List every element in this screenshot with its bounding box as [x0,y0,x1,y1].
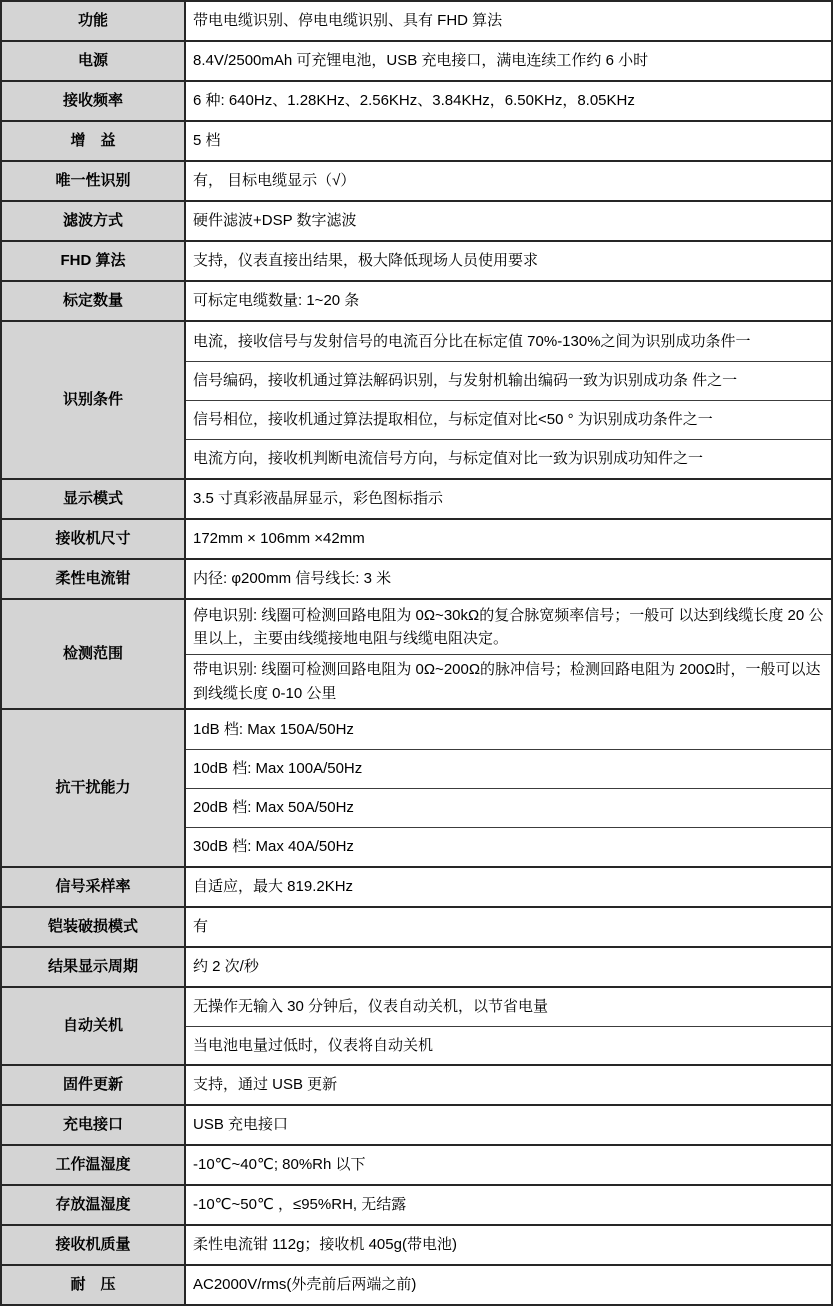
spec-value-armor-damage-mode: 有 [193,918,209,936]
spec-label-display-mode: 显示模式 [2,480,186,518]
spec-label-receiver-size: 接收机尺寸 [2,520,186,558]
spec-label-signal-sampling-rate: 信号采样率 [2,868,186,906]
spec-value-detection-range-power-off: 停电识别: 线圈可检测回路电阻为 0Ω~30kΩ的复合脉宽频率信号；一般可 以达到线缆长度 20 公里以上，主要由线缆接地电阻与线缆电阻决定。 [193,606,824,647]
spec-value-working-temp-humidity: -10℃~40℃; 80%Rh 以下 [193,1156,366,1174]
spec-value-detection-range-live: 带电识别: 线圈可检测回路电阻为 0Ω~200Ω的脉冲信号；检测回路电阻为 200Ω时，一般可以达到线缆长度 0-10 公里 [186,654,831,708]
spec-label-filtering-method: 滤波方式 [2,202,186,240]
spec-value-signal-sampling-rate: 自适应，最大 819.2KHz [193,878,354,896]
spec-value-power-supply: 8.4V/2500mAh 可充锂电池，USB 充电接口，满电连续工作约 6 小时 [193,52,649,70]
spec-value-anti-interference-20db: 20dB 档: Max 50A/50Hz [186,788,831,827]
spec-value-receiver-size: 172mm × 106mm ×42mm [193,530,365,548]
spec-value-result-display-period: 约 2 次/秒 [193,958,259,976]
spec-label-fhd-algorithm: FHD 算法 [2,242,186,280]
spec-row-anti-interference [2,710,831,868]
spec-label-identification-conditions: 识别条件 [2,322,186,478]
spec-label-working-temp-humidity: 工作温湿度 [2,1146,186,1184]
spec-row-auto-power-off [2,988,831,1066]
spec-label-receiver-weight: 接收机质量 [2,1226,186,1264]
spec-label-flexible-current-clamp: 柔性电流钳 [2,560,186,598]
spec-label-auto-power-off: 自动关机 [2,988,186,1064]
spec-row-working-temp-humidity [2,1146,831,1186]
spec-row-flexible-current-clamp [2,560,831,600]
spec-value-filtering-method: 硬件滤波+DSP 数字滤波 [193,212,357,230]
spec-label-function: 功能 [2,2,186,40]
spec-row-identification-conditions [2,322,831,480]
spec-label-calibration-quantity: 标定数量 [2,282,186,320]
spec-row-receive-frequency [2,82,831,122]
spec-label-withstand-voltage: 耐 压 [2,1266,186,1304]
spec-value-auto-power-off-low-battery: 当电池电量过低时，仪表将自动关机 [186,1026,831,1064]
spec-row-receiver-size [2,520,831,560]
spec-label-anti-interference: 抗干扰能力 [2,710,186,866]
spec-value-storage-temp-humidity: -10℃~50℃ ，≤95%RH, 无结露 [193,1196,407,1214]
spec-row-receiver-weight [2,1226,831,1266]
spec-row-armor-damage-mode [2,908,831,948]
spec-value-auto-power-off-idle: 无操作无输入 30 分钟后，仪表自动关机，以节省电量 [193,998,549,1016]
spec-value-identification-condition-coding: 信号编码，接收机通过算法解码识别，与发射机输出编码一致为识别成功条 件之一 [186,361,831,400]
spec-value-flexible-current-clamp: 内径: φ200mm 信号线长: 3 米 [193,570,392,588]
spec-label-detection-range: 检测范围 [2,600,186,708]
spec-row-filtering-method [2,202,831,242]
spec-row-uniqueness-identification [2,162,831,202]
spec-value-fhd-algorithm: 支持，仪表直接出结果，极大降低现场人员使用要求 [193,252,539,270]
spec-row-signal-sampling-rate [2,868,831,908]
spec-row-power-supply [2,42,831,82]
spec-value-receive-frequency: 6 种: 640Hz、1.28KHz、2.56KHz、3.84KHz，6.50KHz，8.05KHz [193,92,635,110]
spec-label-charging-port: 充电接口 [2,1106,186,1144]
spec-row-storage-temp-humidity [2,1186,831,1226]
spec-value-identification-condition-direction: 电流方向，接收机判断电流信号方向，与标定值对比一致为识别成功知件之一 [186,439,831,478]
spec-value-receiver-weight: 柔性电流钳 112g；接收机 405g(带电池) [193,1236,457,1254]
spec-label-armor-damage-mode: 铠装破损模式 [2,908,186,946]
spec-row-firmware-update [2,1066,831,1106]
spec-row-display-mode [2,480,831,520]
spec-row-function [2,2,831,42]
spec-value-anti-interference-1db: 1dB 档: Max 150A/50Hz [193,720,354,738]
spec-row-calibration-quantity [2,282,831,322]
spec-value-identification-condition-current: 电流，接收信号与发射信号的电流百分比在标定值 70%-130%之间为识别成功条件一 [193,332,751,350]
spec-row-result-display-period [2,948,831,988]
spec-row-fhd-algorithm [2,242,831,282]
spec-row-detection-range [2,600,831,710]
spec-label-firmware-update: 固件更新 [2,1066,186,1104]
spec-row-charging-port [2,1106,831,1146]
spec-label-result-display-period: 结果显示周期 [2,948,186,986]
spec-value-uniqueness-identification: 有， 目标电缆显示（√） [193,172,356,190]
spec-label-uniqueness-identification: 唯一性识别 [2,162,186,200]
spec-value-function: 带电电缆识别、停电电缆识别、具有 FHD 算法 [193,12,503,30]
spec-value-gain: 5 档 [193,132,221,150]
spec-value-anti-interference-10db: 10dB 档: Max 100A/50Hz [186,749,831,788]
spec-value-firmware-update: 支持，通过 USB 更新 [193,1076,338,1094]
spec-value-display-mode: 3.5 寸真彩液晶屏显示，彩色图标指示 [193,490,444,508]
spec-value-withstand-voltage: AC2000V/rms(外壳前后两端之前) [193,1276,417,1294]
spec-value-identification-condition-phase: 信号相位，接收机通过算法提取相位，与标定值对比<50 ° 为识别成功条件之一 [186,400,831,439]
spec-row-gain [2,122,831,162]
spec-value-anti-interference-30db: 30dB 档: Max 40A/50Hz [186,827,831,866]
spec-label-gain: 增 益 [2,122,186,160]
spec-label-power-supply: 电源 [2,42,186,80]
spec-label-receive-frequency: 接收频率 [2,82,186,120]
spec-row-withstand-voltage [2,1266,831,1304]
spec-value-charging-port: USB 充电接口 [193,1116,289,1134]
spec-label-storage-temp-humidity: 存放温湿度 [2,1186,186,1224]
spec-value-calibration-quantity: 可标定电缆数量: 1~20 条 [193,292,360,310]
